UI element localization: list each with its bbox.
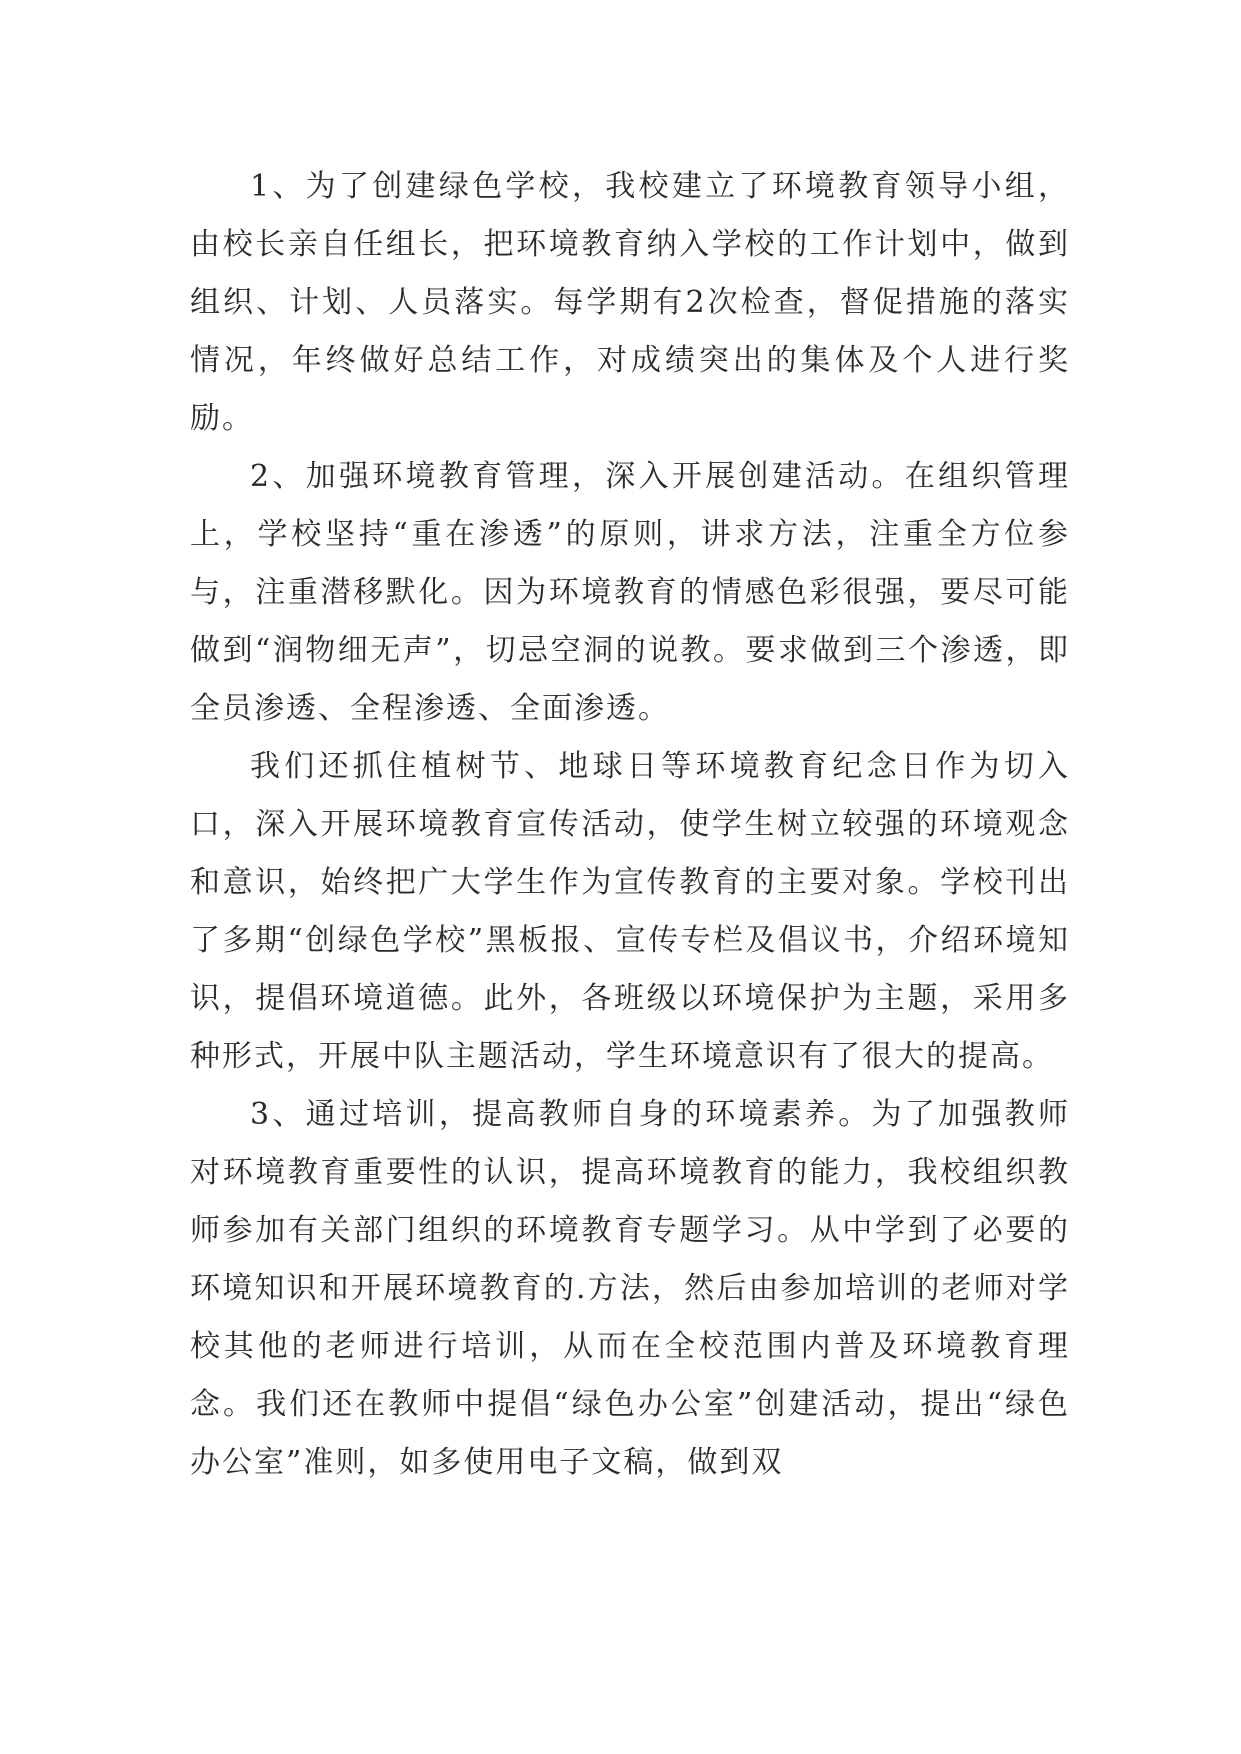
document-body: [190, 158, 1070, 1492]
paragraph-teacher-training: 3、通过培训，提高教师自身的环境素养。为了加强教师对环境教育重要性的认识，提高环境教育的能力，我校组织教师参加有关部门组织的环境教育专题学习。从中学到了必要的环境知识和开展环境教育的.方法，然后由参加培训的老师对学校其他的老师进行培训，从而在全校范围内普及环境教育理念。我们还在教师中提倡“绿色办公室”创建活动，提出“绿色办公室”准则，如多使用电子文稿，做到双: [190, 1097, 1070, 1480]
paragraph-publicity: 我们还抓住植树节、地球日等环境教育纪念日作为切入口，深入开展环境教育宣传活动，使学生树立较强的环境观念和意识，始终把广大学生作为宣传教育的主要对象。学校刊出了多期“创绿色学校”黑板报、宣传专栏及倡议书，介绍环境知识，提倡环境道德。此外，各班级以环境保护为主题，采用多种形式，开展中队主题活动，学生环境意识有了很大的提高。: [190, 749, 1070, 1074]
paragraph-management: 2、加强环境教育管理，深入开展创建活动。在组织管理上，学校坚持“重在渗透”的原则，讲求方法，注重全方位参与，注重潜移默化。因为环境教育的情感色彩很强，要尽可能做到“润物细无声”，切忌空洞的说教。要求做到三个渗透，即全员渗透、全程渗透、全面渗透。: [190, 459, 1070, 726]
paragraph-leadership-group: 1、为了创建绿色学校，我校建立了环境教育领导小组，由校长亲自任组长，把环境教育纳入学校的工作计划中，做到组织、计划、人员落实。每学期有2次检查，督促措施的落实情况，年终做好总结工作，对成绩突出的集体及个人进行奖励。: [190, 169, 1070, 436]
